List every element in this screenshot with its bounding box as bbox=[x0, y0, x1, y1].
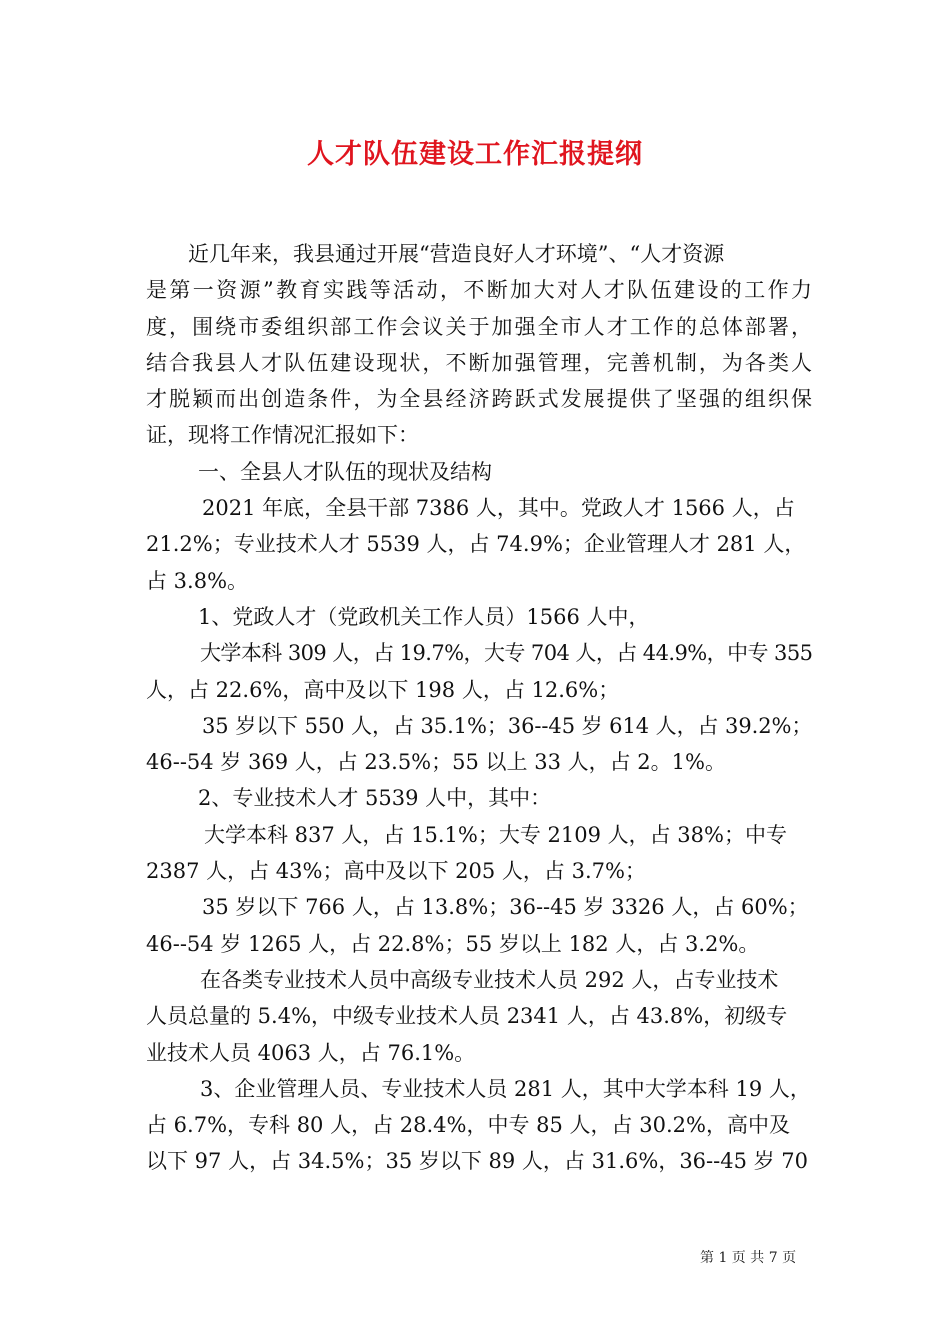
body-line: 46--54 岁 1265 人，占 22.8%；55 岁以上 182 人，占 3.2%。 bbox=[146, 931, 760, 956]
body-line: 以下 97 人，占 34.5%；35 岁以下 89 人，占 31.6%，36--45 岁 70 bbox=[146, 1149, 809, 1174]
body-line: 度，围绕市委组织部工作会议关于加强全市人才工作的总体部署， bbox=[146, 314, 812, 339]
subsection-heading: 3、企业管理人员、专业技术人员 281 人，其中大学本科 19 人， bbox=[200, 1076, 811, 1101]
body-line: 35 岁以下 550 人，占 35.1%；36--45 岁 614 人，占 39.2%； bbox=[202, 713, 813, 738]
body-line: 人，占 22.6%，高中及以下 198 人，占 12.6%； bbox=[146, 677, 620, 702]
body-line: 35 岁以下 766 人，占 13.8%；36--45 岁 3326 人，占 60%； bbox=[202, 895, 809, 920]
section-heading: 一、全县人才队伍的现状及结构 bbox=[198, 459, 492, 484]
body-line: 才脱颖而出创造条件，为全县经济跨跃式发展提供了坚强的组织保 bbox=[146, 387, 812, 412]
subsection-heading: 2、专业技术人才 5539 人中，其中： bbox=[198, 786, 552, 811]
document-body bbox=[146, 236, 812, 1180]
body-line: 业技术人员 4063 人，占 76.1%。 bbox=[146, 1040, 476, 1065]
body-line: 占 6.7%，专科 80 人，占 28.4%，中专 85 人，占 30.2%，高中及 bbox=[146, 1113, 790, 1138]
body-line: 结合我县人才队伍建设现状，不断加强管理，完善机制，为各类人 bbox=[146, 350, 812, 375]
body-line: 人员总量的 5.4%，中级专业技术人员 2341 人，占 43.8%，初级专 bbox=[146, 1004, 788, 1029]
body-line: 是第一资源”教育实践等活动，不断加大对人才队伍建设的工作力 bbox=[146, 278, 812, 303]
document-title: 人才队伍建设工作汇报提纲 bbox=[307, 139, 643, 170]
body-line: 21.2%；专业技术人才 5539 人，占 74.9%；企业管理人才 281 人， bbox=[146, 532, 806, 557]
body-line: 在各类专业技术人员中高级专业技术人员 292 人，占专业技术 bbox=[200, 967, 779, 992]
body-line: 近几年来，我县通过开展“营造良好人才环境”、“人才资源 bbox=[188, 242, 725, 266]
subsection-heading: 1、党政人才（党政机关工作人员）1566 人中， bbox=[198, 604, 650, 629]
body-line: 证，现将工作情况汇报如下： bbox=[146, 423, 419, 448]
body-line: 占 3.8%。 bbox=[146, 568, 249, 593]
body-line: 大学本科 309 人，占 19.7%，大专 704 人，占 44.9%，中专 355 bbox=[200, 641, 813, 666]
body-line: 2021 年底，全县干部 7386 人，其中。党政人才 1566 人，占 bbox=[202, 496, 795, 521]
body-line: 46--54 岁 369 人，占 23.5%；55 以上 33 人，占 2。1%。 bbox=[146, 750, 726, 775]
page-number: 第 1 页 共 7 页 bbox=[700, 1250, 797, 1266]
body-line: 大学本科 837 人，占 15.1%；大专 2109 人，占 38%；中专 bbox=[204, 822, 787, 847]
body-line: 2387 人，占 43%；高中及以下 205 人，占 3.7%； bbox=[146, 859, 646, 884]
